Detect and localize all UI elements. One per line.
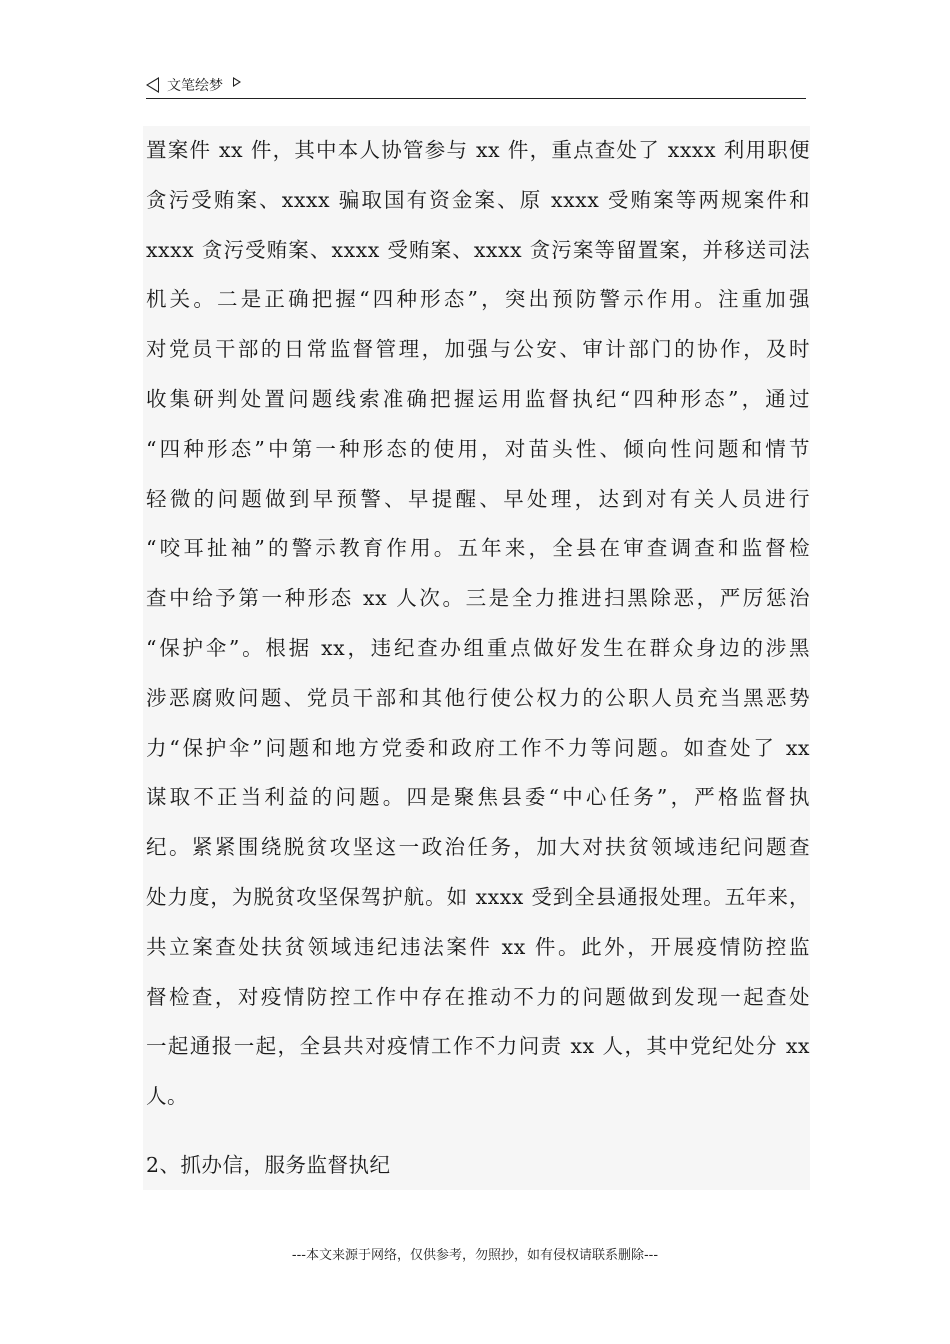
body-line: 贪污受贿案、xxxx 骗取国有资金案、原 xxxx 受贿案等两规案件和 xyxy=(146,187,810,212)
body-line: 轻微的问题做到早预警、早提醒、早处理，达到对有关人员进行 xyxy=(146,486,810,511)
body-line: 处力度，为脱贫攻坚保驾护航。如 xxxx 受到全县通报处理。五年来， xyxy=(146,884,810,909)
footer-notice: ---本文来源于网络，仅供参考，勿照抄，如有侵权请联系删除--- xyxy=(291,1248,659,1263)
section-heading: 2、抓办信，服务监督执纪 xyxy=(146,1152,391,1177)
body-line: 督检查，对疫情防控工作中存在推动不力的问题做到发现一起查处 xyxy=(146,984,810,1009)
body-line: 机关。二是正确把握“四种形态”，突出预防警示作用。注重加强 xyxy=(146,287,810,312)
document-body xyxy=(143,126,810,1190)
body-line: 置案件 xx 件，其中本人协管参与 xx 件，重点查处了 xxxx 利用职便 xyxy=(146,138,810,162)
body-line: 纪。紧紧围绕脱贫攻坚这一政治任务，加大对扶贫领域违纪问题查 xyxy=(146,835,810,860)
body-line: 力“保护伞”问题和地方党委和政府工作不力等问题。如查处了 xx xyxy=(146,735,810,760)
body-line: 一起通报一起，全县共对疫情工作不力问责 xx 人，其中党纪处分 xx xyxy=(146,1034,810,1059)
body-line: 涉恶腐败问题、党员干部和其他行使公权力的公职人员充当黑恶势 xyxy=(146,685,810,710)
body-line: 共立案查处扶贫领域违纪违法案件 xx 件。此外，开展疫情防控监 xyxy=(146,934,810,959)
body-line: xxxx 贪污受贿案、xxxx 受贿案、xxxx 贪污案等留置案，并移送司法 xyxy=(146,237,810,262)
body-line: “保护伞”。根据 xx，违纪查办组重点做好发生在群众身边的涉黑 xyxy=(146,635,810,660)
body-line: “咬耳扯袖”的警示教育作用。五年来，全县在审查调查和监督检 xyxy=(146,536,810,561)
body-line: “四种形态”中第一种形态的使用，对苗头性、倾向性问题和情节 xyxy=(146,436,810,461)
body-line: 对党员干部的日常监督管理，加强与公安、审计部门的协作，及时 xyxy=(146,337,810,362)
body-line: 人。 xyxy=(146,1084,188,1109)
left-triangle-icon xyxy=(146,77,159,93)
header-title: 文笔绘梦 xyxy=(167,78,223,94)
body-line: 谋取不正当利益的问题。四是聚焦县委“中心任务”，严格监督执 xyxy=(146,785,810,810)
body-line: 收集研判处置问题线索准确把握运用监督执纪“四种形态”，通过 xyxy=(146,386,810,411)
page-header xyxy=(146,72,806,99)
right-triangle-icon xyxy=(233,77,241,87)
body-line: 查中给予第一种形态 xx 人次。三是全力推进扫黑除恶，严厉惩治 xyxy=(146,586,810,611)
